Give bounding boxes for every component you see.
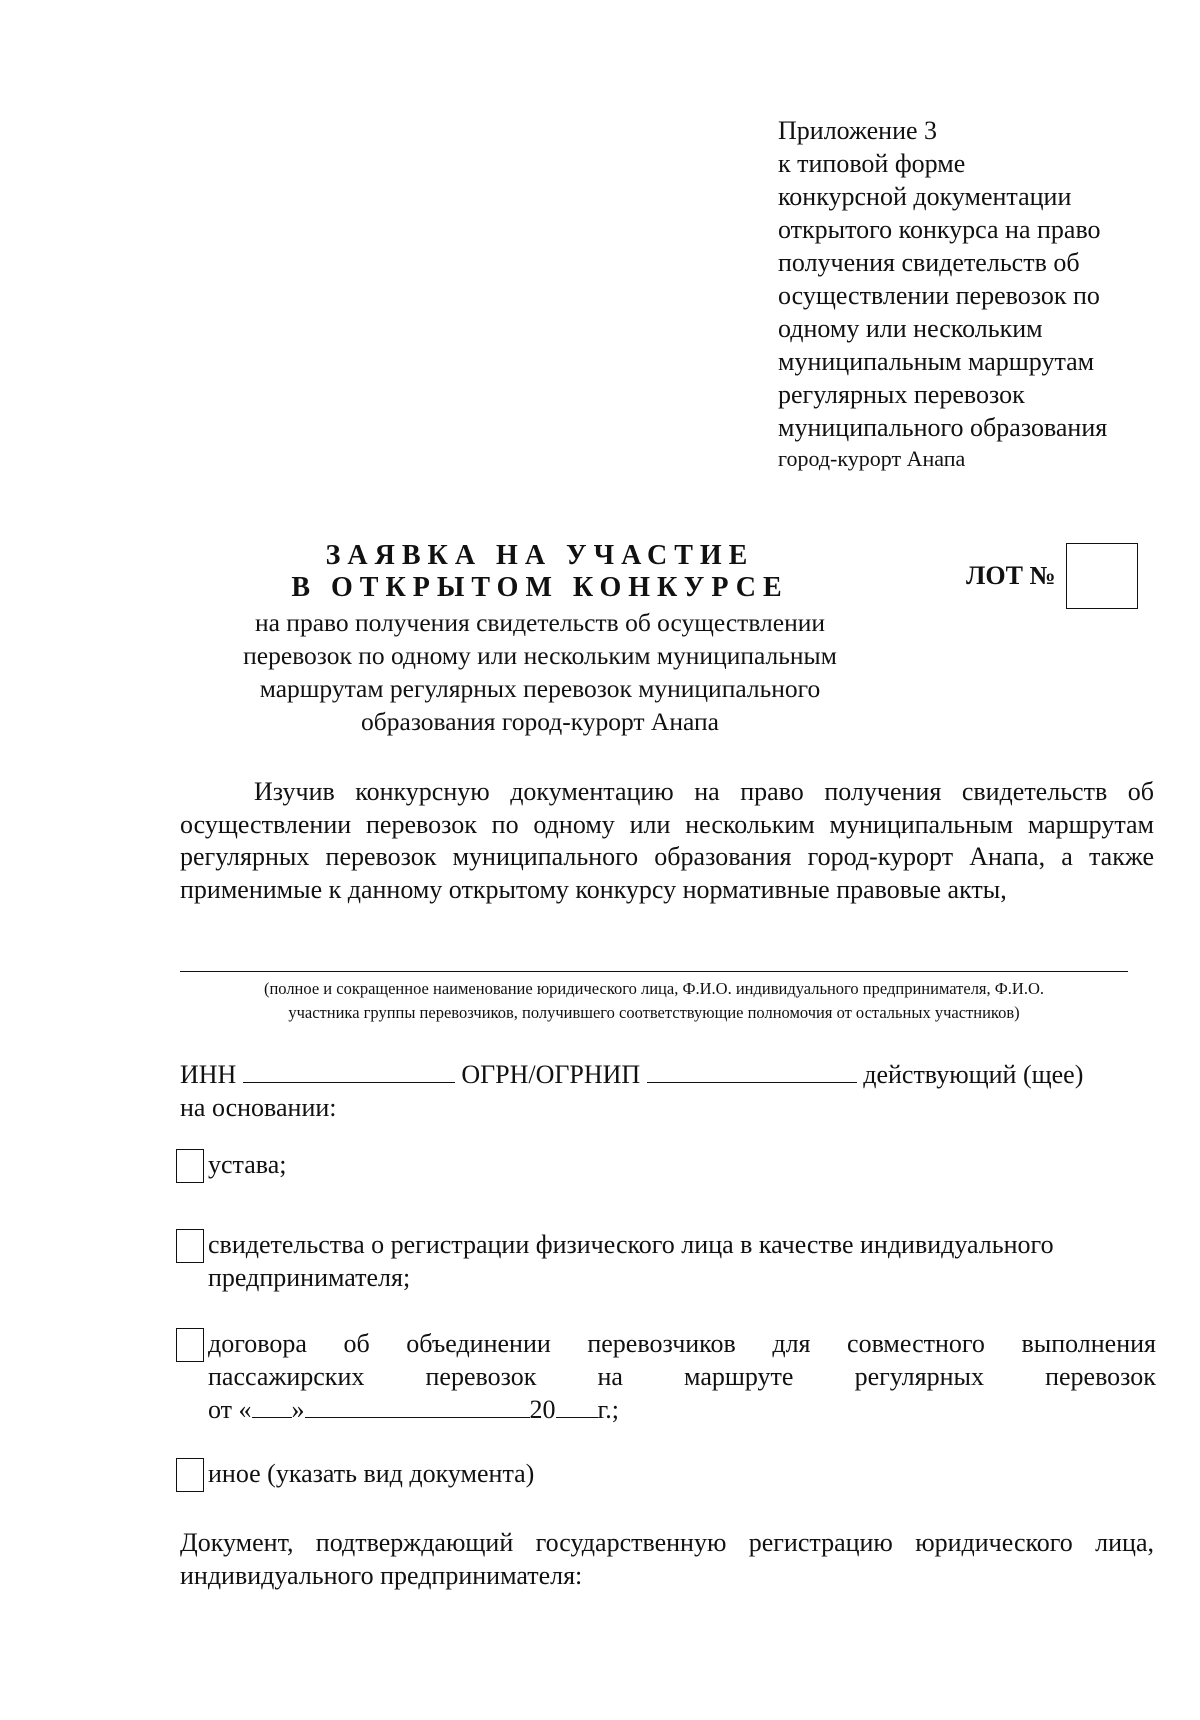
form-title-line-1: ЗАЯВКА НА УЧАСТИЕ <box>325 540 755 571</box>
option-word: перевозок <box>1045 1361 1156 1391</box>
date-year-suffix: г.; <box>597 1395 619 1424</box>
certificate-checkbox[interactable] <box>176 1229 204 1263</box>
agreement-checkbox[interactable] <box>176 1328 204 1362</box>
date-day-field[interactable] <box>252 1393 292 1418</box>
subtitle-line: образования город-курорт Анапа <box>361 707 719 736</box>
date-month-field[interactable] <box>305 1393 530 1418</box>
subtitle-line: на право получения свидетельств об осуществлении <box>254 608 826 637</box>
form-title-line-2: В ОТКРЫТОМ КОНКУРСЕ <box>291 572 789 603</box>
appendix-line: осуществлении перевозок по <box>778 281 1100 310</box>
subtitle-line: маршрутам регулярных перевозок муниципального <box>259 674 821 703</box>
registration-document-paragraph: Документ, подтверждающий государственную регистрацию юридического лица, индивидуального предпринимателя: <box>180 1528 1154 1590</box>
option-word: регулярных <box>854 1361 984 1391</box>
inn-field[interactable] <box>243 1058 455 1083</box>
basis-label: на основании: <box>180 1093 337 1122</box>
appendix-line: муниципальным маршрутам <box>778 347 1095 376</box>
date-close-quote: » <box>291 1395 305 1424</box>
option-label-line <box>176 1328 1156 1361</box>
appendix-line: к типовой форме <box>778 149 966 178</box>
option-charter <box>176 1149 1156 1182</box>
charter-checkbox[interactable] <box>176 1149 204 1183</box>
option-label-line: свидетельства о регистрации физического лица в качестве индивидуального <box>208 1230 1054 1259</box>
intro-paragraph: Изучив конкурсную документацию на право получения свидетельств об осуществлении перевозок по одному или нескольким муниципальным маршрутам регулярных перевозок муниципального образования город-курорт Анапа, а также применимые к данному открытому конкурсу нормативные правовые акты, <box>180 777 1154 904</box>
option-label: устава; <box>208 1150 287 1179</box>
option-agreement <box>176 1328 1156 1427</box>
appendix-line: одному или нескольким <box>778 314 1043 343</box>
option-label-line: предпринимателя; <box>208 1262 411 1292</box>
appendix-line: открытого конкурса на право <box>778 215 1101 244</box>
option-label: иное (указать вид документа) <box>208 1459 535 1488</box>
appendix-city-line: город-курорт Анапа <box>778 446 966 471</box>
lot-number-field[interactable] <box>1066 543 1138 609</box>
other-checkbox[interactable] <box>176 1458 204 1492</box>
option-certificate <box>176 1229 1156 1294</box>
date-century: 20 <box>529 1395 556 1424</box>
option-word: на <box>597 1361 623 1391</box>
inn-label: ИНН <box>180 1060 237 1089</box>
acting-label: действующий (щее) <box>863 1060 1084 1089</box>
option-label <box>176 1229 1156 1294</box>
appendix-line: регулярных перевозок <box>778 380 1025 409</box>
lot-label: ЛОТ № <box>966 561 1056 590</box>
lot-number <box>966 542 1138 610</box>
inn-ogrn-row <box>180 1058 1140 1091</box>
date-from-label: от « <box>208 1395 252 1424</box>
option-other <box>176 1458 1156 1491</box>
form-subtitle <box>170 606 910 738</box>
date-year-field[interactable] <box>556 1393 598 1418</box>
appendix-header <box>778 114 1178 474</box>
appendix-line: муниципального образования <box>778 413 1108 442</box>
ogrn-field[interactable] <box>647 1058 857 1083</box>
caption-line: участника группы перевозчиков, получившего соответствующие полномочия от остальных участников) <box>288 1003 1020 1022</box>
option-label-line <box>176 1361 1156 1394</box>
form-title-block <box>170 540 910 738</box>
option-word: перевозок <box>425 1361 537 1391</box>
appendix-line: получения свидетельств об <box>778 248 1080 277</box>
option-word: пассажирских <box>208 1361 365 1391</box>
ogrn-label: ОГРН/ОГРНИП <box>461 1060 641 1089</box>
appendix-line: конкурсной документации <box>778 182 1072 211</box>
caption-line: (полное и сокращенное наименование юридического лица, Ф.И.О. индивидуального предпринимателя, Ф.И.О. <box>263 979 1045 998</box>
appendix-line: Приложение 3 <box>778 116 938 145</box>
option-label-text: договора об объединении перевозчиков для совместного выполнения <box>208 1329 1156 1358</box>
applicant-name-field[interactable] <box>180 971 1128 972</box>
option-word: маршруте <box>684 1361 794 1391</box>
applicant-name-caption <box>170 977 1138 1025</box>
agreement-date-line <box>176 1393 1156 1427</box>
subtitle-line: перевозок по одному или нескольким муниципальным <box>243 641 837 670</box>
